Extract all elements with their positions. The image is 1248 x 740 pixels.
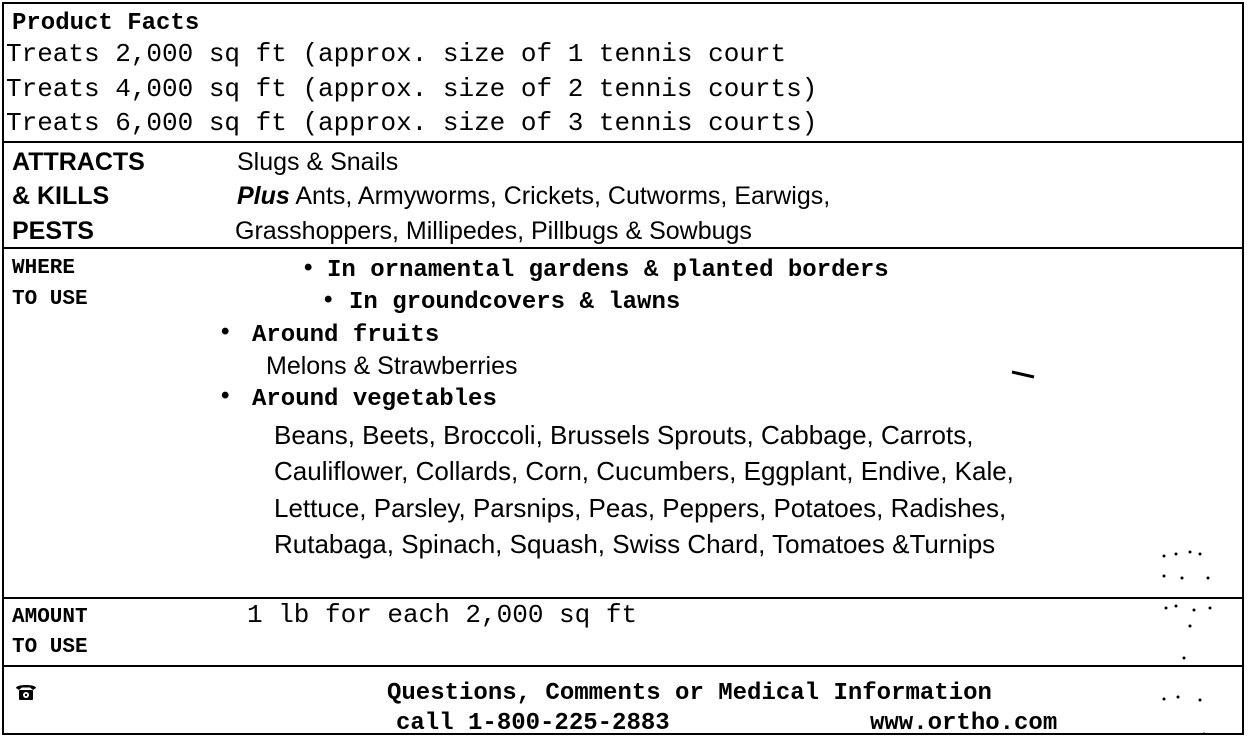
- pests-plus-list: Ants, Armyworms, Crickets, Cutworms, Earwigs,: [295, 182, 831, 210]
- pests-label-line-1: ATTRACTS: [12, 148, 145, 176]
- vegetables-line-2: Cauliflower, Collards, Corn, Cucumbers, Eggplant, Endive, Kale,: [274, 456, 1014, 486]
- plus-emphasis: Plus: [237, 182, 290, 210]
- telephone-icon: [14, 682, 38, 702]
- vegetables-line-1: Beans, Beets, Broccoli, Brussels Sprouts, Cabbage, Carrots,: [274, 420, 974, 450]
- amount-label-line-1: AMOUNT: [12, 606, 88, 629]
- where-label-line-1: WHERE: [12, 257, 76, 280]
- divider: [4, 141, 1242, 143]
- product-facts-panel: [2, 2, 1244, 735]
- coverage-line-2: Treats 4,000 sq ft (approx. size of 2 tennis courts): [6, 74, 818, 104]
- scan-specks: [1004, 364, 1244, 734]
- pests-primary: Slugs & Snails: [237, 148, 399, 176]
- vegetables-line-4: Rutabaga, Spinach, Squash, Swiss Chard, Tomatoes &Turnips: [274, 529, 996, 559]
- where-item-groundcovers: In groundcovers & lawns: [349, 289, 681, 316]
- pests-label-line-3: PESTS: [12, 217, 94, 245]
- where-label-line-2: TO USE: [12, 288, 88, 311]
- contact-questions: Questions, Comments or Medical Information: [387, 680, 992, 707]
- where-item-fruits: Around fruits: [252, 322, 440, 349]
- where-item-gardens: In ornamental gardens & planted borders: [327, 257, 889, 284]
- pests-line-3: Grasshoppers, Millipedes, Pillbugs & Sowbugs: [235, 217, 752, 245]
- divider: [4, 665, 1242, 667]
- pests-label-line-2: & KILLS: [12, 182, 110, 210]
- coverage-line-3: Treats 6,000 sq ft (approx. size of 3 tennis courts): [6, 108, 818, 138]
- amount-value: 1 lb for each 2,000 sq ft: [247, 600, 638, 630]
- where-item-vegetables: Around vegetables: [252, 386, 497, 413]
- coverage-line-1: Treats 2,000 sq ft (approx. size of 1 tennis court: [6, 39, 787, 69]
- divider: [4, 247, 1242, 249]
- divider: [4, 597, 1242, 599]
- bullet-icon: •: [321, 288, 336, 315]
- contact-website[interactable]: www.ortho.com: [870, 710, 1058, 737]
- contact-phone[interactable]: call 1-800-225-2883: [396, 710, 670, 737]
- vegetables-line-3: Lettuce, Parsley, Parsnips, Peas, Peppers, Potatoes, Radishes,: [274, 493, 1007, 523]
- fruits-list: Melons & Strawberries: [266, 352, 518, 380]
- product-facts-heading: Product Facts: [12, 10, 200, 37]
- amount-label-line-2: TO USE: [12, 636, 88, 659]
- bullet-icon: •: [218, 384, 233, 411]
- bullet-icon: •: [301, 256, 316, 283]
- pests-plus-line: [237, 184, 830, 209]
- bullet-icon: •: [218, 320, 233, 347]
